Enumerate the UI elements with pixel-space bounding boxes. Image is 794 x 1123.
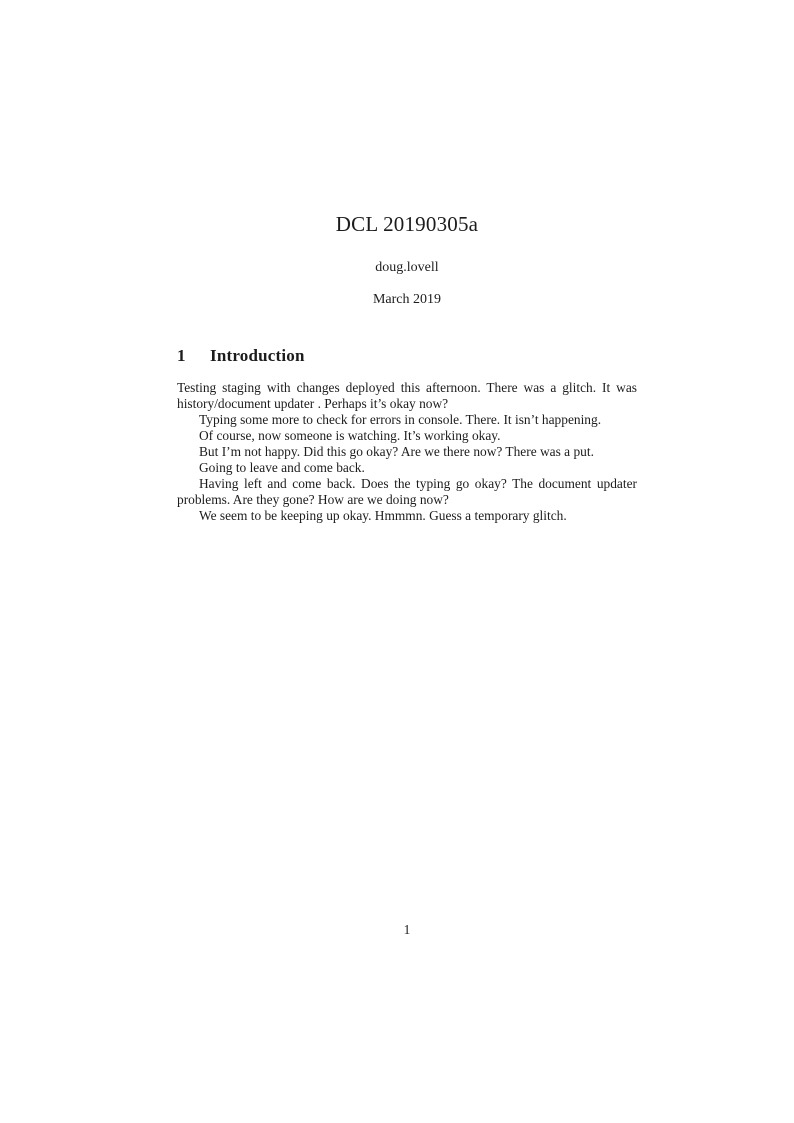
document-title: DCL 20190305a [335, 212, 479, 236]
section-heading [177, 346, 637, 366]
section-title: Introduction [210, 346, 305, 365]
paragraph: Of course, now someone is watching. It’s working okay. [199, 428, 501, 443]
paragraph: Having left and come back. Does the typing go okay? The document updater problems. Are they gone? How are we doing now? [177, 476, 637, 507]
document-body [177, 346, 637, 524]
paragraph: Testing staging with changes deployed this afternoon. There was a glitch. It was history/document updater . Perhaps it’s okay now? [177, 380, 637, 411]
paragraph: Typing some more to check for errors in console. There. It isn’t happening. [199, 412, 602, 427]
title-block [177, 0, 637, 308]
paragraph: We seem to be keeping up okay. Hmmmn. Guess a temporary glitch. [199, 508, 567, 523]
paragraph: Going to leave and come back. [199, 460, 365, 475]
paragraph: But I’m not happy. Did this go okay? Are we there now? There was a put. [199, 444, 594, 459]
section-text [177, 380, 637, 524]
document-author: doug.lovell [375, 260, 439, 275]
page-number: 1 [403, 922, 411, 937]
section-number: 1 [177, 346, 186, 365]
document-date: March 2019 [372, 292, 442, 307]
